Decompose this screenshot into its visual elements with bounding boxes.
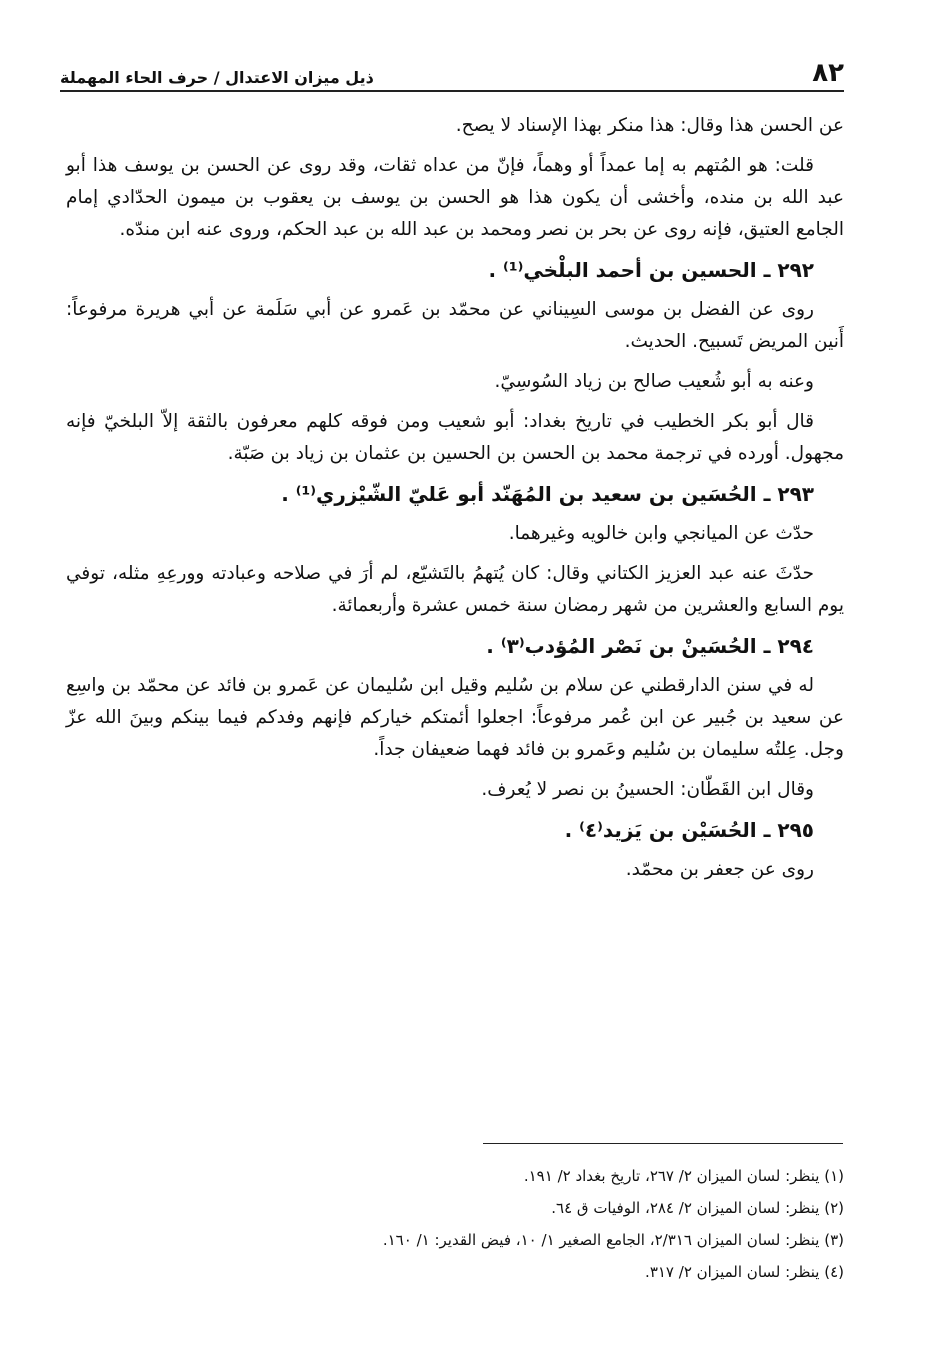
entry-heading-294: ٢٩٤ ـ الحُسَينْ بن نَصْر المُؤدب⁽٣⁾ . bbox=[486, 634, 814, 658]
paragraph: قلت: هو المُتهم به إما عمداً أو وهماً، فإنّ من عداه ثقات، وقد روى عن الحسن بن يوسف هذا أبو عبد الله بن منده، وأخشى أن يكون هذا هو الحسن بن يوسف بن يعقوب بن ميمون الحدّادي إمام الجامع العتيق، فإنه روى عن بحر بن نصر ومحمد بن عبد الله بن عبد الحكم، وروى عنه ابن مندّه. bbox=[66, 155, 844, 240]
footnote: (١) ينظر: لسان الميزان ٢/ ٢٦٧، تاريخ بغداد ٢/ ١٩١. bbox=[523, 1167, 844, 1185]
footnote: (٤) ينظر: لسان الميزان ٢/ ٣١٧. bbox=[645, 1263, 844, 1281]
paragraph: وعنه به أبو شُعيب صالح بن زياد السُوسِيّ. bbox=[494, 371, 814, 392]
entry-heading-292: ٢٩٢ ـ الحسين بن أحمد البلْخي⁽¹⁾ . bbox=[488, 258, 814, 282]
paragraph: روى عن جعفر بن محمّد. bbox=[625, 859, 814, 880]
paragraph: عن الحسن هذا وقال: هذا منكر بهذا الإسناد لا يصح. bbox=[455, 115, 844, 136]
paragraph: له في سنن الدارقطني عن سلام بن سُليم وقيل ابن سُليمان عن عَمرو بن فائد عن محمّد بن واسِع عن سعيد بن جُبير عن ابن عُمر مرفوعاً: اجعلوا أئمتكم خياركم فإنهم وفدكم فيما بينكم وبينَ الله عزّ وجل. عِلتُه سليمان بن سُليم وعَمرو بن فائد فهما ضعيفان جداً. bbox=[66, 675, 844, 760]
page-header bbox=[60, 56, 844, 92]
entry-heading-293: ٢٩٣ ـ الحُسَين بن سعيد بن المُهَنّد أبو عَليّ الشّيْزري⁽¹⁾ . bbox=[281, 482, 814, 506]
footnotes bbox=[66, 1160, 844, 1288]
page-number: ٨٢ bbox=[812, 58, 844, 88]
entry-heading-295: ٢٩٥ ـ الحُسَيْن بن يَزيد⁽٤⁾ . bbox=[564, 818, 814, 842]
paragraph: حدّث عن الميانجي وابن خالويه وغيرهما. bbox=[508, 523, 814, 544]
footnote: (٣) ينظر: لسان الميزان ٢/٣١٦، الجامع الصغير ١/ ١٠، فيض القدير: ١/ ١٦٠. bbox=[382, 1231, 844, 1249]
paragraph: روى عن الفضل بن موسى السِيناني عن محمّد بن عَمرو عن أبي سَلَمة عن أبي هريرة مرفوعاً: أَنين المريض تَسبيح. الحديث. bbox=[66, 299, 844, 352]
running-title: ذيل ميزان الاعتدال / حرف الحاء المهملة bbox=[60, 68, 374, 87]
paragraph: قال أبو بكر الخطيب في تاريخ بغداد: أبو شعيب ومن فوقه كلهم معرفون بالثقة إلاّ البلخيّ فإنه مجهول. أورده في ترجمة محمد بن الحسن بن الحسين بن عثمان بن زياد بن صَبّة. bbox=[66, 411, 844, 464]
footnote: (٢) ينظر: لسان الميزان ٢/ ٢٨٤، الوفيات ق ٦٤. bbox=[551, 1199, 844, 1217]
paragraph: وقال ابن القَطّان: الحسينُ بن نصر لا يُعرف. bbox=[481, 779, 814, 800]
main-text bbox=[66, 110, 844, 894]
paragraph: حدّثَ عنه عبد العزيز الكتاني وقال: كان يُتهمُ بالتَشيّع، لم أرَ في صلاحه وعبادته وورعِهِ مثله، توفي يوم السابع والعشرين من شهر رمضان سنة خمس عشرة وأربعمائة. bbox=[66, 563, 844, 616]
footnote-divider bbox=[483, 1143, 843, 1144]
